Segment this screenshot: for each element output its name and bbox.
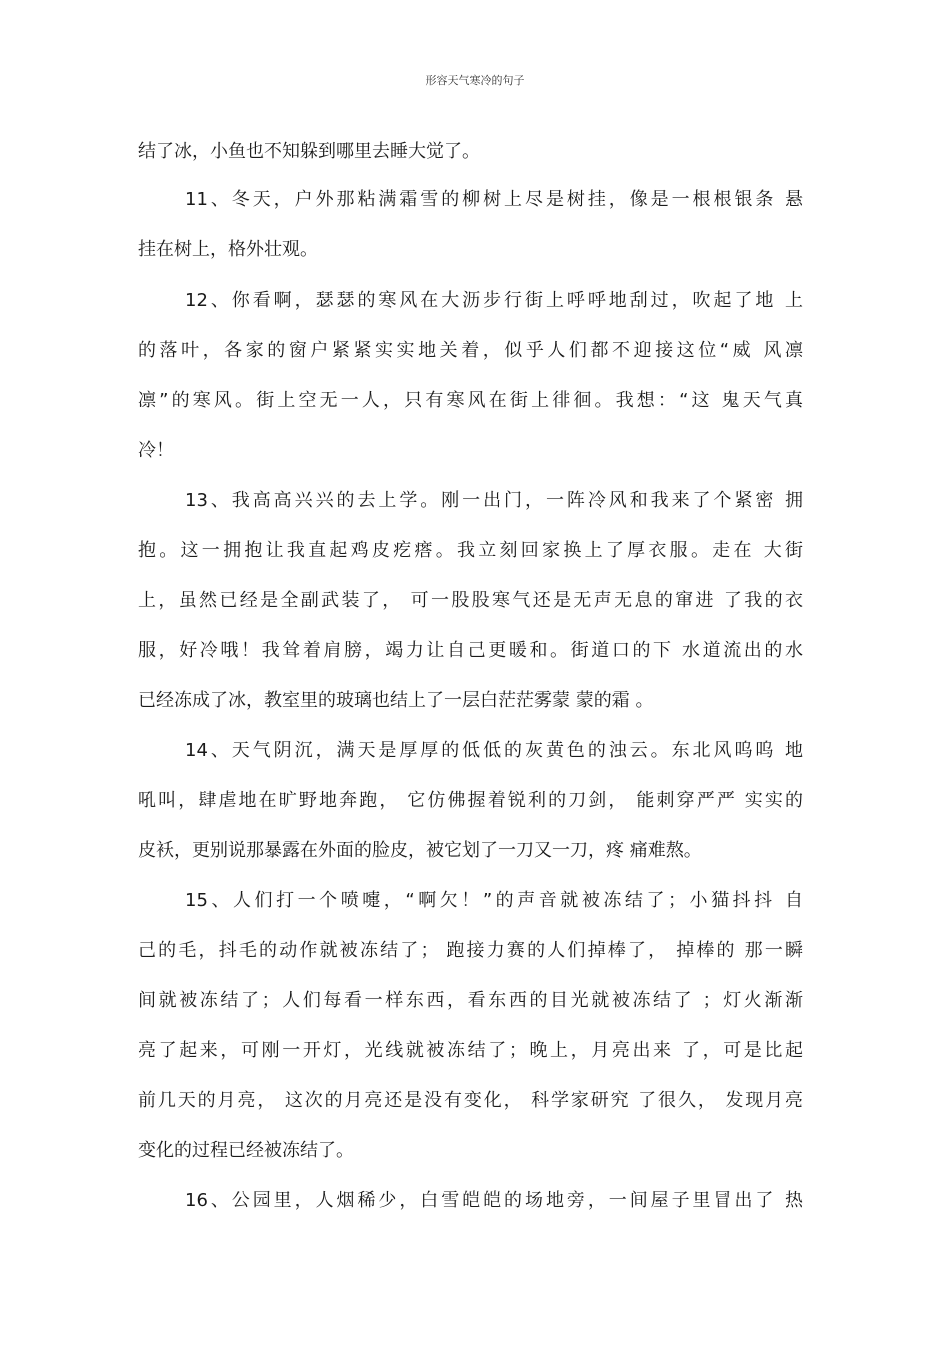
page-header: 形容天气寒冷的句子 (425, 74, 525, 87)
text-line: 抱。这一拥抱让我直起鸡皮疙瘩。我立刻回家换上了厚衣服。走在 大街 (138, 540, 803, 561)
text-line: 己的毛，抖毛的动作就被冻结了； 跑接力赛的人们掉棒了， 掉棒的 那一瞬 (138, 940, 803, 961)
text-line: 11、冬天，户外那粘满霜雪的柳树上尽是树挂，像是一根根银条 悬 (185, 189, 803, 210)
text-line: 亮了起来，可刚一开灯，光线就被冻结了；晚上，月亮出来 了，可是比起 (138, 1040, 803, 1061)
text-line: 前几天的月亮， 这次的月亮还是没有变化， 科学家研究 了很久， 发现月亮 (138, 1090, 803, 1111)
text-line: 吼叫，肆虐地在旷野地奔跑， 它仿佛握着锐利的刀剑， 能刺穿严严 实实的 (138, 790, 803, 811)
text-line: 服，好冷哦！我耸着肩膀，竭力让自己更暖和。街道口的下 水道流出的水 (138, 640, 803, 661)
text-line: 挂在树上，格外壮观。 (138, 239, 318, 260)
text-line: 变化的过程已经被冻结了。 (138, 1140, 354, 1161)
text-line: 皮袄，更别说那暴露在外面的脸皮，被它划了一刀又一刀，疼 痛难熬。 (138, 840, 702, 861)
text-line: 凛”的寒风。街上空无一人，只有寒风在街上徘徊。我想：“这 鬼天气真 (138, 390, 803, 411)
text-line: 14、天气阴沉，满天是厚厚的低低的灰黄色的浊云。东北风呜呜 地 (185, 740, 803, 761)
text-line: 结了冰，小鱼也不知躲到哪里去睡大觉了。 (138, 141, 480, 162)
text-line: 冷！ (138, 440, 174, 461)
text-line: 12、你看啊，瑟瑟的寒风在大沥步行街上呼呼地刮过，吹起了地 上 (185, 290, 803, 311)
text-line: 15、人们打一个喷嚏，“啊欠！”的声音就被冻结了；小猫抖抖 自 (185, 890, 803, 911)
text-line: 13、我高高兴兴的去上学。刚一出门，一阵冷风和我来了个紧密 拥 (185, 490, 803, 511)
text-line: 的落叶，各家的窗户紧紧实实地关着，似乎人们都不迎接这位“威 风凛 (138, 340, 803, 361)
text-line: 间就被冻结了；人们每看一样东西，看东西的目光就被冻结了 ；灯火渐渐 (138, 990, 803, 1011)
text-line: 16、公园里，人烟稀少，白雪皑皑的场地旁，一间屋子里冒出了 热 (185, 1190, 803, 1211)
text-line: 已经冻成了冰，教室里的玻璃也结上了一层白茫茫雾蒙 蒙的霜 。 (138, 690, 654, 711)
text-line: 上，虽然已经是全副武装了， 可一股股寒气还是无声无息的窜进 了我的衣 (138, 590, 803, 611)
